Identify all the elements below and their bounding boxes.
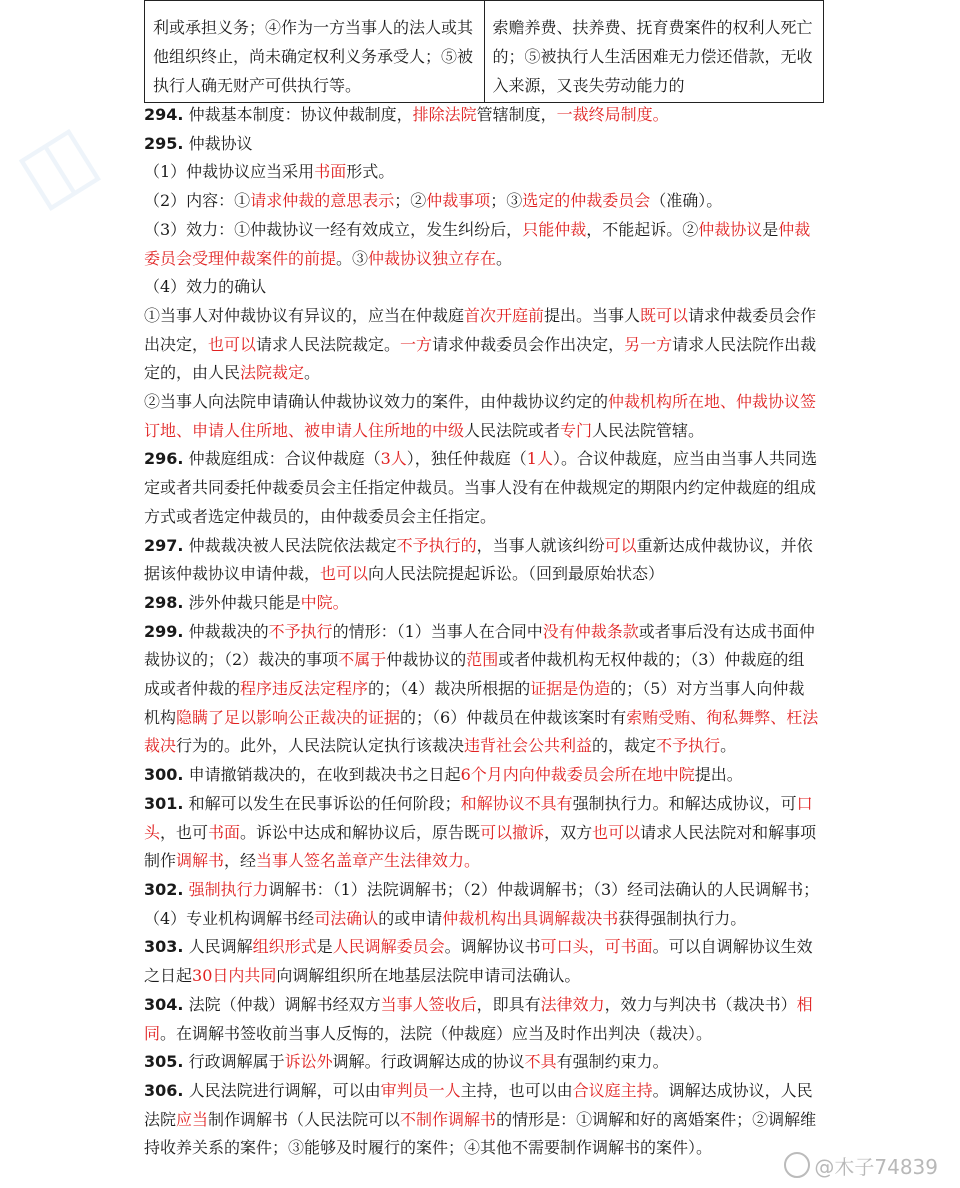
highlighted-text: 和解协议不具有 [460, 793, 573, 813]
paragraph-text: 或者仲裁机构无权仲裁的；（3）仲裁庭的组成或者仲裁的 [144, 650, 805, 699]
paragraph-text: 是 [762, 219, 779, 239]
highlighted-text: 诉讼外 [284, 1052, 333, 1072]
paragraph-text: 。调解达成协议，人民法院 [144, 1080, 813, 1129]
highlighted-text: 也可以 [208, 334, 257, 354]
paragraph-text: ，当事人就该纠纷 [476, 535, 605, 555]
paragraph-text: 人民法院管辖。 [592, 420, 705, 440]
paragraph [144, 187, 820, 216]
highlighted-text: 仲裁协议 [698, 219, 763, 239]
paragraph-text: 人民法院或者 [464, 420, 561, 440]
highlighted-text: 范围 [466, 650, 499, 670]
paragraph [144, 991, 820, 1048]
paragraph [144, 1048, 820, 1077]
highlighted-text: 隐瞒了足以影响公正裁决的证据 [176, 707, 401, 727]
paragraph-text: 仲裁裁决被人民法院依法裁定 [183, 535, 397, 555]
paragraph-text: 的，裁定 [592, 736, 657, 756]
paragraph-text: 调解书：（1）法院调解书；（2）仲裁调解书；（3）经司法确认的人民调解书；（4）专业机构调解书经 [144, 879, 820, 928]
paragraph-text: 的；（6）仲裁员在仲裁该案时有 [400, 707, 627, 727]
paragraph-text: 调解。行政调解达成的协议 [332, 1052, 525, 1072]
item-number: 297. [144, 535, 184, 555]
paragraph-text: 。 [304, 363, 321, 383]
paragraph-text: 向人民法院提起诉讼。（回到最原始状态） [368, 564, 665, 584]
item-number: 301. [144, 793, 184, 813]
highlighted-text: 6个月内向仲裁委员会所在地中院 [460, 765, 695, 785]
highlighted-text: 当事人签收后 [380, 994, 477, 1014]
highlighted-text: 没有仲裁条款 [542, 621, 639, 641]
highlighted-text: 仲裁事项 [426, 191, 491, 211]
highlighted-text: 书面 [208, 822, 241, 842]
paragraph-text: 和解可以发生在民事诉讼的任何阶段； [183, 793, 461, 813]
paragraph [144, 101, 820, 130]
paragraph [144, 1077, 820, 1163]
paragraph [144, 589, 820, 618]
paragraph-text: 的情形：（1）当事人在合同中 [332, 621, 543, 641]
item-number: 302. [144, 879, 184, 899]
paragraph-text: ，不能起诉。② [586, 219, 699, 239]
highlighted-text: 仲裁机构出具调解裁决书 [442, 908, 619, 928]
highlighted-text: 当事人签名盖章产生法律效力。 [256, 851, 481, 871]
highlighted-text: 仲裁协议独立存在 [368, 248, 497, 268]
paragraph-text: 制作调解书（人民法院可以 [208, 1109, 401, 1129]
highlighted-text: 调解书 [176, 851, 225, 871]
highlighted-text: 人民调解委员会 [332, 937, 445, 957]
paragraph [144, 273, 820, 302]
paragraph-text: ；② [394, 191, 427, 211]
paragraph-text: ，也可 [160, 822, 209, 842]
paragraph-text: 。③ [336, 248, 369, 268]
highlighted-text: 中院。 [300, 592, 349, 612]
paragraph [144, 130, 820, 159]
paragraph-text: 人民调解 [183, 937, 253, 957]
paragraph-text: ，即具有 [476, 994, 541, 1014]
continuation-table [144, 0, 824, 103]
paragraph-text: 的或申请 [378, 908, 443, 928]
paragraph-text: ②当事人向法院申请确认仲裁协议效力的案件，由仲裁协议约定的 [144, 392, 609, 412]
paragraph-text: 强制执行力。和解达成协议，可 [572, 793, 797, 813]
paragraph-text: 的；（4）裁决所根据的 [368, 679, 531, 699]
highlighted-text: 3人 [380, 449, 407, 469]
paragraph-text: 仲裁裁决的 [183, 621, 269, 641]
paragraph-text: ），独任仲裁庭（ [406, 449, 527, 469]
paragraph-text: 请求人民法院裁定。 [256, 334, 401, 354]
paragraph-text: 请求人民法院对和解事项制作 [144, 822, 817, 871]
highlighted-text: 口头 [144, 793, 813, 842]
paragraph-text: 。可以自调解协议生效之日起 [144, 937, 813, 986]
paragraph [144, 876, 820, 933]
paragraph-text: 涉外仲裁只能是 [183, 592, 301, 612]
paragraph-text: 请求仲裁委员会作出决定， [144, 305, 817, 354]
highlighted-text: 法律效力 [540, 994, 605, 1014]
watermark: ◫ [1, 107, 112, 223]
highlighted-text: 可以 [604, 535, 637, 555]
paragraph-text: （1）仲裁协议应当采用 [144, 162, 315, 182]
paragraph-text: 有强制约束力。 [556, 1052, 669, 1072]
paragraph-text: （4）效力的确认 [144, 277, 267, 297]
highlighted-text: 书面 [314, 162, 347, 182]
highlighted-text: 不属于 [338, 650, 387, 670]
paragraph-text: ，效力与判决书（裁决书） [604, 994, 797, 1014]
highlighted-text: 另一方 [624, 334, 673, 354]
item-number: 305. [144, 1052, 184, 1072]
highlighted-text: 1人 [526, 449, 553, 469]
paragraph [144, 158, 820, 187]
paragraph-text: 提出。当事人 [544, 305, 641, 325]
highlighted-text: 审判员一人 [380, 1080, 461, 1100]
highlighted-text: 不予执行 [656, 736, 721, 756]
paragraph-text: 管辖制度， [476, 105, 557, 124]
highlighted-text: 一裁终局制度。 [556, 105, 669, 124]
highlighted-text: 排除法院 [412, 105, 477, 124]
paragraph-text: 仲裁庭组成：合议仲裁庭（ [183, 449, 381, 469]
paragraph [144, 532, 820, 589]
highlighted-text: 仲裁委员会受理仲裁案件的前提 [144, 219, 811, 268]
paragraph-text: 重新达成仲裁协议，并依据该仲裁协议申请仲裁， [144, 535, 813, 584]
item-number: 299. [144, 621, 184, 641]
highlighted-text: 不具 [524, 1052, 557, 1072]
paragraph-text: 行政调解属于 [183, 1052, 285, 1072]
credit-text: @木子74839 [814, 1155, 938, 1179]
item-number: 304. [144, 994, 184, 1014]
paragraph [144, 618, 820, 762]
table-row [145, 1, 824, 103]
item-number: 294. [144, 105, 184, 124]
highlighted-text: 不予执行的 [396, 535, 477, 555]
paragraph-text: 的；（5）对方当事人向仲裁机构 [144, 679, 805, 727]
paragraph-text: ，双方 [544, 822, 593, 842]
highlighted-text: 选定的仲裁委员会 [522, 191, 651, 211]
paragraph-text: 或者事后没有达成书面仲裁协议的；（2）裁决的事项 [144, 621, 815, 670]
highlighted-text: 仲裁机构所在地、仲裁协议签订地、申请人住所地、被申请人住所地的中级 [144, 392, 817, 440]
paragraph-text: 。 [720, 736, 737, 756]
paragraph-text: 。在调解书签收前当事人反悔的，法院（仲裁庭）应当及时作出判决（裁决）。 [160, 1023, 713, 1043]
paragraph [144, 302, 820, 388]
item-number: 296. [144, 449, 184, 469]
highlighted-text: 请求仲裁的意思表示 [250, 191, 395, 211]
highlighted-text: 只能仲裁 [522, 219, 587, 239]
item-number: 306. [144, 1080, 184, 1100]
paragraph [144, 790, 820, 876]
paragraph-text: 。 [496, 248, 513, 268]
highlighted-text: 索贿受贿、徇私舞弊、枉法裁决 [144, 707, 819, 756]
paragraph-text: 仲裁基本制度：协议仲裁制度， [183, 105, 413, 124]
item-number: 300. [144, 765, 184, 785]
paragraph [144, 933, 820, 990]
highlighted-text: 不制作调解书 [400, 1109, 497, 1129]
paragraph-text: 法院（仲裁）调解书经双方 [183, 994, 381, 1014]
highlighted-text: 法院裁定 [240, 363, 305, 383]
paragraph-text: （3）效力：①仲裁协议一经有效成立，发生纠纷后， [144, 219, 523, 239]
paragraph-text: 形式。 [346, 162, 395, 182]
highlighted-text: 程序违反法定程序 [240, 679, 369, 699]
highlighted-text: 一方 [400, 334, 433, 354]
item-number: 295. [144, 133, 184, 153]
paragraph-text: 请求仲裁委员会作出决定， [432, 334, 625, 354]
table-cell-right: 索赡养费、扶养费、抚育费案件的权利人死亡的；⑤被执行人生活困难无力偿还借款，无收入来源，又丧失劳动能力的 [484, 1, 824, 103]
highlighted-text: 首次开庭前 [464, 305, 545, 325]
highlighted-text: 组织形式 [252, 937, 317, 957]
highlighted-text: 合议庭主持 [572, 1080, 653, 1100]
paragraph-text: 人民法院进行调解，可以由 [183, 1080, 381, 1100]
highlighted-text: 违背社会公共利益 [464, 736, 593, 756]
paragraph-text: ）。合议仲裁庭，应当由当事人共同选定或者共同委托仲裁委员会主任指定仲裁员。当事人没有在仲裁规定的期限内约定仲裁庭的组成方式或者选定仲裁员的，由仲裁委员会主任指定。 [144, 449, 817, 526]
highlighted-text: 不予执行 [268, 621, 333, 641]
paragraph-text: 主持，也可以由 [460, 1080, 573, 1100]
highlighted-text: 应当 [176, 1109, 209, 1129]
paragraph-text: 提出。 [694, 765, 743, 785]
highlighted-text: 可以撤诉 [480, 822, 545, 842]
paragraph-text: 。调解协议书 [444, 937, 541, 957]
weibo-icon [784, 1152, 810, 1178]
highlighted-text: 既可以 [640, 305, 689, 325]
highlighted-text: 证据是伪造 [530, 679, 611, 699]
highlighted-text: 相同 [144, 994, 813, 1043]
paragraph-text: 申请撤销裁决的，在收到裁决书之日起 [183, 765, 461, 785]
table-cell-left: 利或承担义务；④作为一方当事人的法人或其他组织终止，尚未确定权利义务承受人；⑤被执行人确无财产可供执行等。 [145, 1, 485, 103]
paragraph-text: ；③ [490, 191, 523, 211]
highlighted-text: 也可以 [592, 822, 641, 842]
paragraph [144, 216, 820, 273]
paragraph-text: 仲裁协议的 [386, 650, 467, 670]
item-number: 298. [144, 592, 184, 612]
highlighted-text: 30日内共同 [192, 966, 277, 986]
paragraph-text: ，经 [224, 851, 257, 871]
paragraph [144, 761, 820, 790]
notes-body [144, 101, 820, 1163]
paragraph-text: 向调解组织所在地基层法院申请司法确认。 [276, 966, 581, 986]
highlighted-text: 司法确认 [314, 908, 379, 928]
paragraph-text: （2）内容：① [144, 191, 251, 211]
paragraph-text: （准确）。 [650, 191, 723, 211]
item-number: 303. [144, 937, 184, 957]
paragraph-text: 请求人民法院作出裁定的，由人民 [144, 334, 817, 383]
highlighted-text: 可口头，可书面 [540, 937, 653, 957]
highlighted-text: 强制执行力 [188, 879, 269, 899]
paragraph-text: 的情形是：①调解和好的离婚案件；②调解维持收养关系的案件；③能够及时履行的案件；④其他不需要制作调解书的案件）。 [144, 1109, 817, 1158]
paragraph-text: 仲裁协议 [183, 133, 253, 153]
author-credit [784, 1151, 938, 1180]
highlighted-text: 专门 [560, 420, 593, 440]
paragraph [144, 388, 820, 445]
highlighted-text: 也可以 [320, 564, 369, 584]
paragraph-text: 行为的。此外，人民法院认定执行该裁决 [176, 736, 465, 756]
paragraph-text: 获得强制执行力。 [618, 908, 747, 928]
paragraph-text: 是 [316, 937, 333, 957]
paragraph-text: ①当事人对仲裁协议有异议的，应当在仲裁庭 [144, 305, 465, 325]
paragraph-text: 。诉讼中达成和解协议后，原告既 [240, 822, 481, 842]
paragraph [144, 445, 820, 531]
